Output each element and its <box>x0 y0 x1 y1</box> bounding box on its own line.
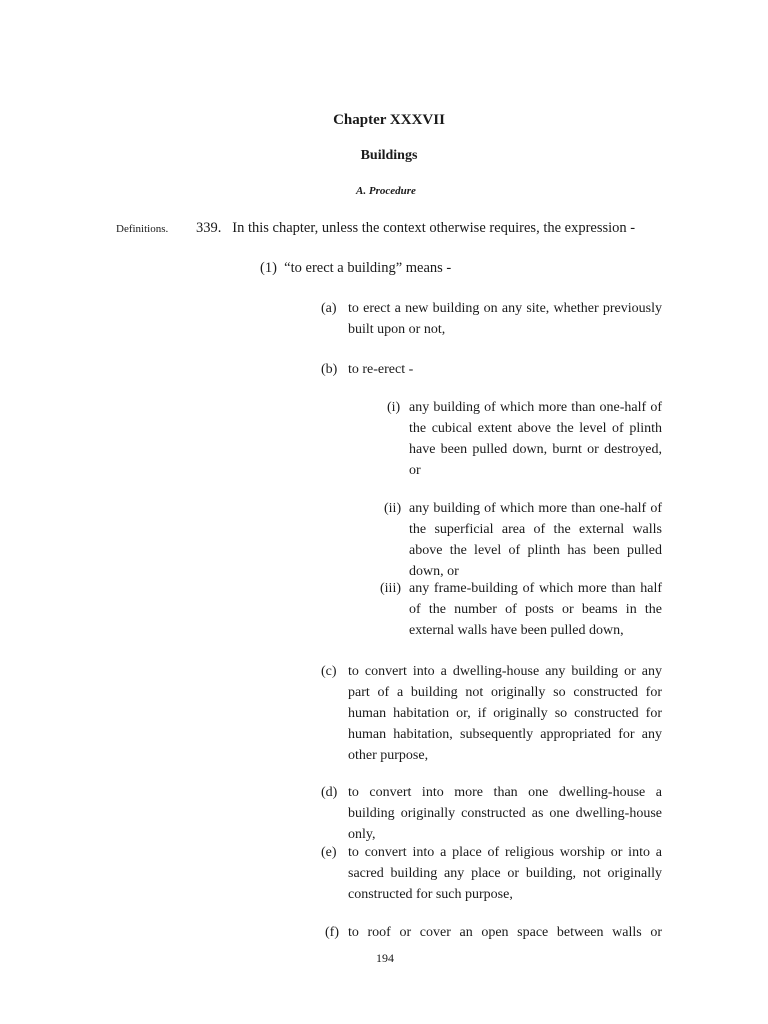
list-item-a <box>0 298 768 342</box>
clause-1-text: “to erect a building” means - <box>284 260 452 276</box>
list-item-b-i <box>0 397 768 483</box>
item-label: (e) <box>321 845 337 860</box>
item-text: to erect a new building on any site, whether previously built upon or not, <box>348 301 662 337</box>
clause-1 <box>260 260 451 277</box>
list-item-e <box>0 842 768 906</box>
list-item-b-ii <box>0 498 768 579</box>
chapter-title: Chapter XXXVII <box>333 112 445 128</box>
section-intro-text: In this chapter, unless the context otherwise requires, the expression - <box>232 220 636 236</box>
subsection-title: A. Procedure <box>356 185 416 197</box>
list-item-b-iii <box>0 578 768 642</box>
section-number: 339. <box>196 220 222 236</box>
list-item-f <box>0 922 768 944</box>
clause-1-label: (1) <box>260 260 277 276</box>
list-item-d <box>0 782 768 842</box>
item-text: to convert into more than one dwelling-house a building originally constructed as one dwelling-house only, <box>348 785 662 842</box>
section-339-intro <box>196 220 635 237</box>
list-item-c <box>0 661 768 767</box>
item-label: (d) <box>321 785 338 800</box>
margin-note-definitions: Definitions. <box>116 223 169 235</box>
item-label: (c) <box>321 664 337 679</box>
page-number: 194 <box>376 951 394 965</box>
item-label: (a) <box>321 301 337 316</box>
item-text: any frame-building of which more than half of the number of posts or beams in the external walls have been pulled down, <box>409 581 662 638</box>
item-text: to convert into a place of religious worship or into a sacred building any place or building, not originally constructed for such purpose, <box>348 845 662 902</box>
list-item-b <box>0 359 768 381</box>
item-label: (i) <box>387 400 401 415</box>
item-label: (f) <box>325 925 339 940</box>
item-text: to convert into a dwelling-house any building or any part of a building not originally so constructed for human habitation or, if originally so constructed for human habitation, subsequently appropriated for any other purpose, <box>348 664 662 763</box>
item-text: any building of which more than one-half of the superficial area of the external walls above the level of plinth has been pulled down, or <box>409 501 662 579</box>
section-title: Buildings <box>360 148 418 163</box>
item-label: (b) <box>321 362 338 377</box>
item-text: to roof or cover an open space between walls or <box>348 925 662 940</box>
item-text: any building of which more than one-half of the cubical extent above the level of plinth have been pulled down, burnt or destroyed, or <box>409 400 662 478</box>
item-text: to re-erect - <box>348 362 414 377</box>
item-label: (iii) <box>380 581 401 596</box>
item-label: (ii) <box>384 501 402 516</box>
